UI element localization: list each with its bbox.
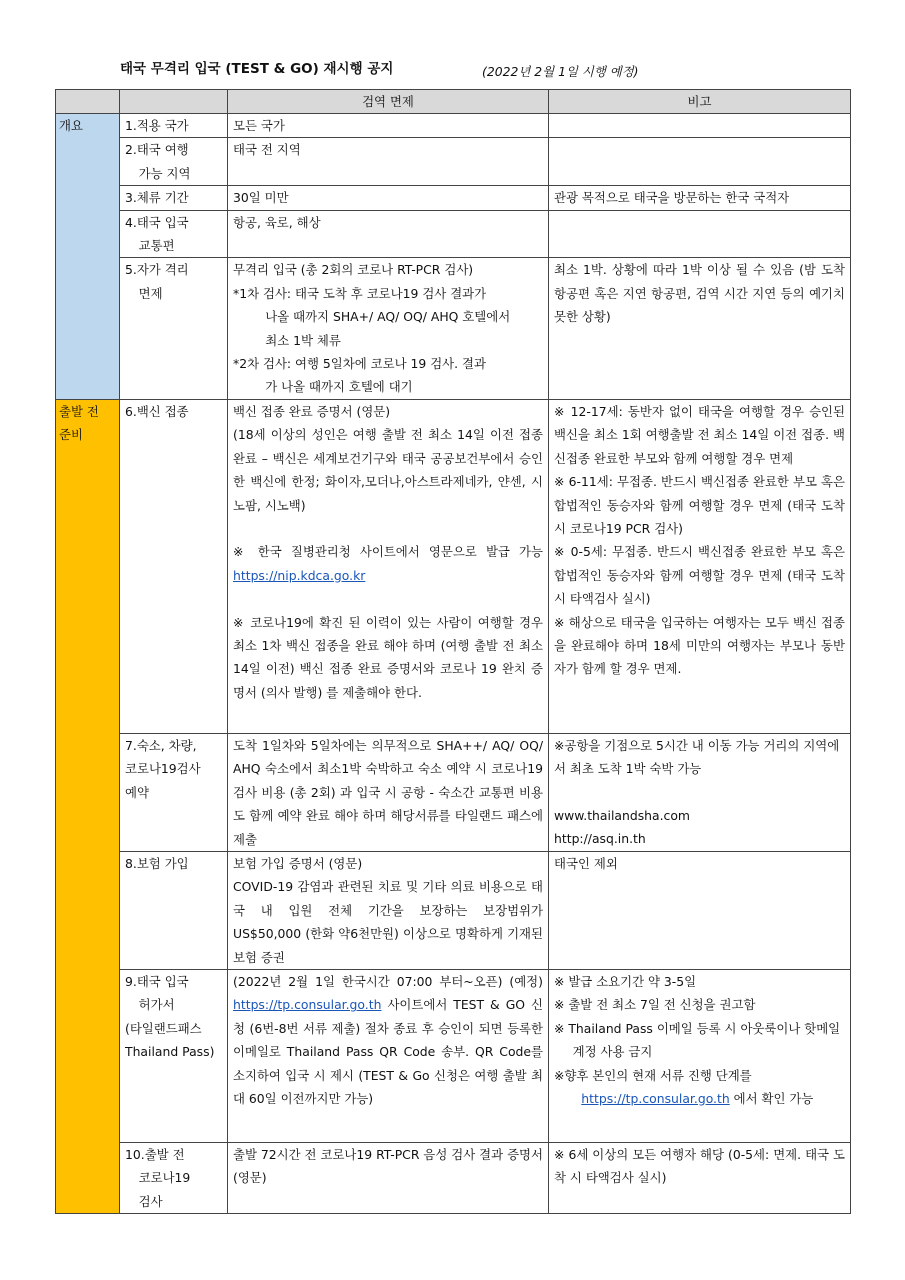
- note-cell: [549, 114, 851, 138]
- document-title: 태국 무격리 입국 (TEST & GO) 재시행 공지: [120, 61, 394, 77]
- item-label: 7.숙소, 차량, 코로나19검사 예약: [120, 733, 228, 851]
- thailand-pass-link[interactable]: https://tp.consular.go.th: [233, 997, 382, 1013]
- table-row: [56, 399, 851, 733]
- header-blank-1: [56, 90, 120, 114]
- table-row: [56, 258, 851, 399]
- note-cell: ※ 12-17세: 동반자 없이 태국을 여행할 경우 승인된 백신을 최소 1회 여행출발 전 최소 14일 이전 접종. 백신접종 완료한 부모와 함께 여행할 경우 면제 ※ 6-11세: 무접종. 반드시 백신접종 완료한 부모 혹은 합법적인 동승자와 함께 여행할 경우 면제 (태국 도착 시 코로나19 PCR 검사) ※ 0-5세: 무접종. 반드시 백신접종 완료한 부모 혹은 합법적인 동승자와 함께 여행할 경우 면제 (태국 도착 시 타액검사 실시) ※ 해상으로 태국을 입국하는 여행자는 모두 백신 접종을 완료해야 하며 18세 미만의 여행자는 부모나 동반자가 함께 할 경우 면제.: [549, 399, 851, 733]
- item-label: 2.태국 여행 가능 지역: [120, 138, 228, 186]
- note-cell: 관광 목적으로 태국을 방문하는 한국 국적자: [549, 186, 851, 210]
- note-cell: ※공항을 기점으로 5시간 내 이동 가능 거리의 지역에서 최초 도착 1박 숙박 가능 www.thailandsha.com http://asq.in.th: [549, 733, 851, 851]
- detail-cell: 30일 미만: [228, 186, 549, 210]
- item-label: 10.출발 전 코로나19 검사: [120, 1142, 228, 1213]
- item-label: 8.보험 가입: [120, 851, 228, 969]
- detail-cell: 출발 72시간 전 코로나19 RT-PCR 음성 검사 결과 증명서 (영문): [228, 1142, 549, 1213]
- item-label: 1.적용 국가: [120, 114, 228, 138]
- category-departure-prep: 출발 전 준비: [56, 399, 120, 1213]
- detail-cell: 보험 가입 증명서 (영문) COVID-19 감염과 관련된 치료 및 기타 의료 비용으로 태국 내 입원 전체 기간을 보장하는 보장범위가 US$50,000 (한화 약6천만원) 이상으로 명확하게 기재된 보험 증권: [228, 851, 549, 969]
- kdca-link[interactable]: https://nip.kdca.go.kr: [233, 567, 366, 583]
- item-label: 9.태국 입국 허가서 (타일랜드패스 Thailand Pass): [120, 969, 228, 1142]
- table-row: [56, 186, 851, 210]
- table-row: [56, 114, 851, 138]
- note-cell: [549, 138, 851, 186]
- note-cell: 최소 1박. 상황에 따라 1박 이상 될 수 있음 (밤 도착 항공편 혹은 지연 항공편, 검역 시간 지연 등의 예기치 못한 상황): [549, 258, 851, 399]
- header-remarks: 비고: [549, 90, 851, 114]
- detail-cell: 도착 1일차와 5일차에는 의무적으로 SHA++/ AQ/ OQ/ AHQ 숙소에서 최소1박 숙박하고 숙소 예약 시 코로나19 검사 비용 (총 2회) 과 입국 시 공항 - 숙소간 교통편 비용도 함께 예약 완료 해야 하며 해당서류를 타일랜드 패스에 제출: [228, 733, 549, 851]
- table-row: [56, 851, 851, 969]
- category-overview: 개요: [56, 114, 120, 400]
- item-label: 3.체류 기간: [120, 186, 228, 210]
- asq-url[interactable]: http://asq.in.th: [554, 831, 646, 847]
- table-header-row: [56, 90, 851, 114]
- table-row: [56, 210, 851, 258]
- note-cell: 태국인 제외: [549, 851, 851, 969]
- document-subtitle: (2022년 2월 1일 시행 예정): [482, 64, 639, 79]
- detail-cell: 항공, 육로, 해상: [228, 210, 549, 258]
- detail-cell: 백신 접종 완료 증명서 (영문) (18세 이상의 성인은 여행 출발 전 최소 14일 이전 접종 완료 – 백신은 세계보건기구와 태국 공공보건부에서 승인한 백신에 한정; 화이자,모더나,아스트라제네카, 얀센, 시노팜, 시노백) ※ 한국 질병관리청 사이트에서 영문으로 발급 가능 https://nip.kdca.go.kr ※ 코로나19에 확진 된 이력이 있는 사람이 여행할 경우 최소 1차 백신 접종을 완료 해야 하며 (여행 출발 전 최소 14일 이전) 백신 접종 완료 증명서와 코로나 19 완치 증명서 (의사 발행) 를 제출해야 한다.: [228, 399, 549, 733]
- note-cell: ※ 발급 소요기간 약 3-5일 ※ 출발 전 최소 7일 전 신청을 권고함 ※ Thailand Pass 이메일 등록 시 아웃룩이나 핫메일 계정 사용 금지 ※향후 본인의 현재 서류 진행 단계를 https://tp.consular.go.th 에서 확인 가능: [549, 969, 851, 1142]
- detail-cell: (2022년 2월 1일 한국시간 07:00 부터~오픈) (예정) https://tp.consular.go.th 사이트에서 TEST & GO 신청 (6번-8번 서류 제출) 절차 종료 후 승인이 되면 등록한 이메일로 Thailand Pass QR Code 송부. QR Code를 소지하여 입국 시 제시 (TEST & Go 신청은 여행 출발 최대 60일 이전까지만 가능): [228, 969, 549, 1142]
- notice-table: [55, 89, 851, 1214]
- detail-cell: 모든 국가: [228, 114, 549, 138]
- header-quarantine-exempt: 검역 면제: [228, 90, 549, 114]
- table-row: [56, 969, 851, 1142]
- table-row: [56, 138, 851, 186]
- detail-cell: 무격리 입국 (총 2회의 코로나 RT-PCR 검사) *1차 검사: 태국 도착 후 코로나19 검사 결과가 나올 때까지 SHA+/ AQ/ OQ/ AHQ 호텔에서 최소 1박 체류 *2차 검사: 여행 5일차에 코로나 19 검사. 결과 가 나올 때까지 호텔에 대기: [228, 258, 549, 399]
- note-cell: ※ 6세 이상의 모든 여행자 해당 (0-5세: 면제. 태국 도착 시 타액검사 실시): [549, 1142, 851, 1213]
- thailand-pass-status-link[interactable]: https://tp.consular.go.th: [581, 1090, 730, 1106]
- thailandsha-url[interactable]: www.thailandsha.com: [554, 808, 691, 824]
- table-row: [56, 733, 851, 851]
- detail-cell: 태국 전 지역: [228, 138, 549, 186]
- document-header: [120, 58, 840, 82]
- header-blank-2: [120, 90, 228, 114]
- item-label: 5.자가 격리 면제: [120, 258, 228, 399]
- table-row: [56, 1142, 851, 1213]
- item-label: 6.백신 접종: [120, 399, 228, 733]
- item-label: 4.태국 입국 교통편: [120, 210, 228, 258]
- note-cell: [549, 210, 851, 258]
